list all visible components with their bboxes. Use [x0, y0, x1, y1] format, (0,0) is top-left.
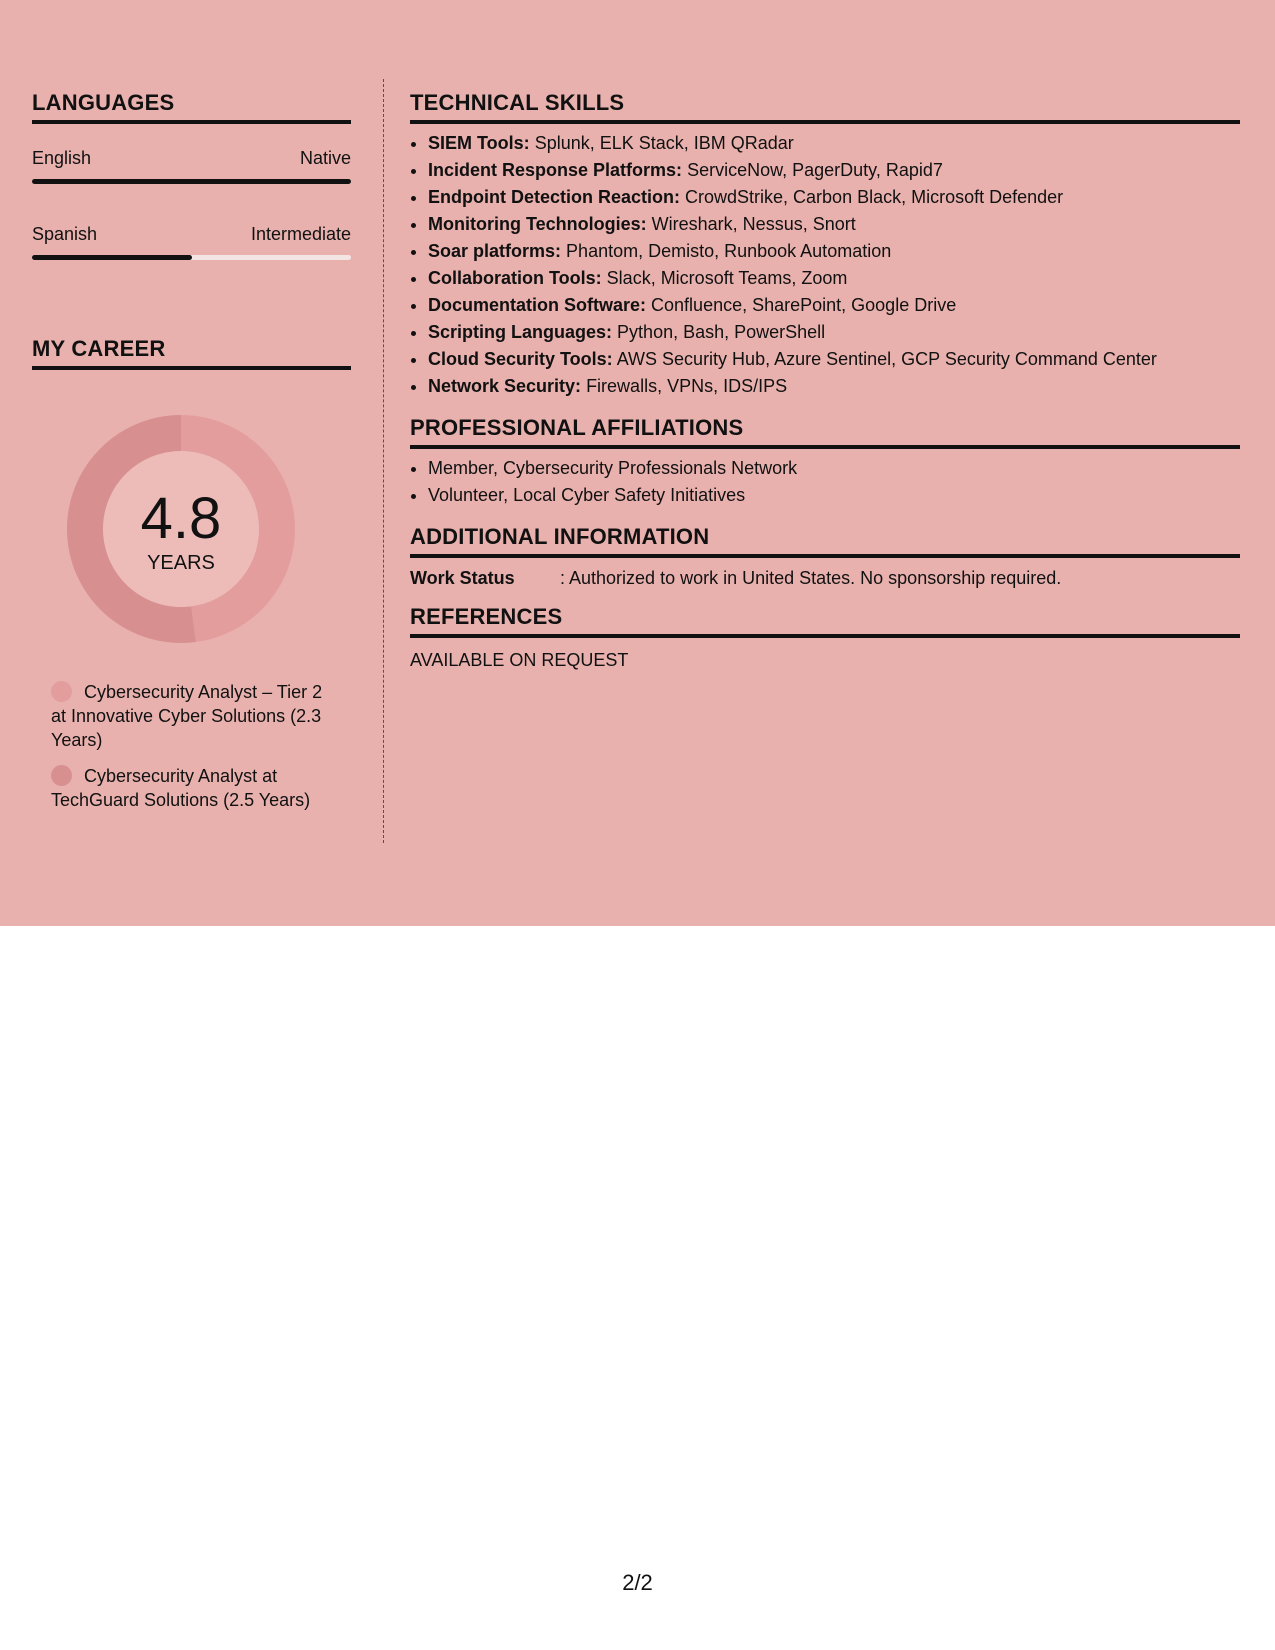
skill-category: Monitoring Technologies:: [428, 214, 647, 234]
career-role-label: Cybersecurity Analyst at TechGuard Solutions (2.5 Years): [51, 766, 311, 810]
left-column: [32, 90, 351, 824]
career-role-label: Cybersecurity Analyst – Tier 2 at Innovative Cyber Solutions (2.3 Years): [51, 682, 323, 750]
references-heading: REFERENCES: [410, 604, 1240, 638]
skill-category: Collaboration Tools:: [428, 268, 602, 288]
skill-values: Firewalls, VPNs, IDS/IPS: [586, 376, 788, 396]
skill-item: [428, 319, 1240, 346]
skill-item: [428, 292, 1240, 319]
language-proficiency-bar: [32, 179, 351, 184]
language-name: English: [32, 148, 92, 168]
career-heading: MY CAREER: [32, 336, 351, 370]
languages-heading: LANGUAGES: [32, 90, 351, 124]
skill-values: AWS Security Hub, Azure Sentinel, GCP Security Command Center: [616, 349, 1157, 369]
skill-item: [428, 346, 1240, 373]
career-legend-item: [51, 680, 331, 752]
skill-category: Soar platforms:: [428, 241, 562, 261]
technical-skills-list: [410, 130, 1240, 400]
skill-values: Slack, Microsoft Teams, Zoom: [606, 268, 848, 288]
affiliation-item: • Member, Cybersecurity Professionals Network: [428, 455, 1240, 482]
skill-item: [428, 373, 1240, 400]
work-status-row: [410, 568, 1240, 589]
work-status-value: : Authorized to work in United States. No sponsorship required.: [560, 568, 1062, 588]
skill-item: [428, 211, 1240, 238]
language-proficiency-fill: [32, 255, 192, 260]
language-item: [32, 224, 351, 260]
references-text: AVAILABLE ON REQUEST: [410, 650, 629, 670]
career-donut-chart: [66, 414, 296, 644]
skill-item: [428, 265, 1240, 292]
career-legend-item: [51, 764, 331, 812]
skill-values: Phantom, Demisto, Runbook Automation: [566, 241, 892, 261]
legend-dot-icon: [51, 765, 72, 786]
affiliation-item: • Volunteer, Local Cyber Safety Initiatives: [428, 482, 1240, 509]
work-status-label: Work Status: [410, 568, 515, 588]
language-level: Intermediate: [250, 224, 351, 244]
language-proficiency-fill: [32, 179, 351, 184]
career-years-unit: YEARS: [147, 551, 215, 574]
language-level: Native: [299, 148, 351, 168]
skill-values: Python, Bash, PowerShell: [617, 322, 826, 342]
skill-category: Incident Response Platforms:: [428, 160, 683, 180]
skill-category: Endpoint Detection Reaction:: [428, 187, 680, 207]
skill-category: Network Security:: [428, 376, 582, 396]
skill-category: Scripting Languages:: [428, 322, 613, 342]
skill-values: Splunk, ELK Stack, IBM QRadar: [534, 133, 794, 153]
skill-values: Wireshark, Nessus, Snort: [651, 214, 856, 234]
career-total-years: 4.8: [140, 485, 222, 551]
skill-item: [428, 130, 1240, 157]
page-number: 2/2: [622, 1570, 653, 1595]
skill-item: [428, 157, 1240, 184]
skill-category: Documentation Software:: [428, 295, 647, 315]
additional-info-heading: ADDITIONAL INFORMATION: [410, 524, 1240, 558]
language-proficiency-bar: [32, 255, 351, 260]
language-item: [32, 148, 351, 184]
skill-values: Confluence, SharePoint, Google Drive: [651, 295, 957, 315]
skill-values: CrowdStrike, Carbon Black, Microsoft Defender: [685, 187, 1064, 207]
skill-category: SIEM Tools:: [428, 133, 530, 153]
legend-dot-icon: [51, 681, 72, 702]
affiliations-heading: PROFESSIONAL AFFILIATIONS: [410, 415, 1240, 449]
skill-category: Cloud Security Tools:: [428, 349, 613, 369]
language-name: Spanish: [32, 224, 98, 244]
career-legend: [51, 680, 331, 812]
technical-skills-heading: TECHNICAL SKILLS: [410, 90, 1240, 124]
column-divider: [383, 79, 384, 843]
skill-item: [428, 184, 1240, 211]
career-donut-center: [66, 414, 296, 644]
right-column: [410, 90, 1240, 671]
skill-values: ServiceNow, PagerDuty, Rapid7: [687, 160, 943, 180]
affiliations-list: [410, 455, 1240, 509]
skill-item: [428, 238, 1240, 265]
